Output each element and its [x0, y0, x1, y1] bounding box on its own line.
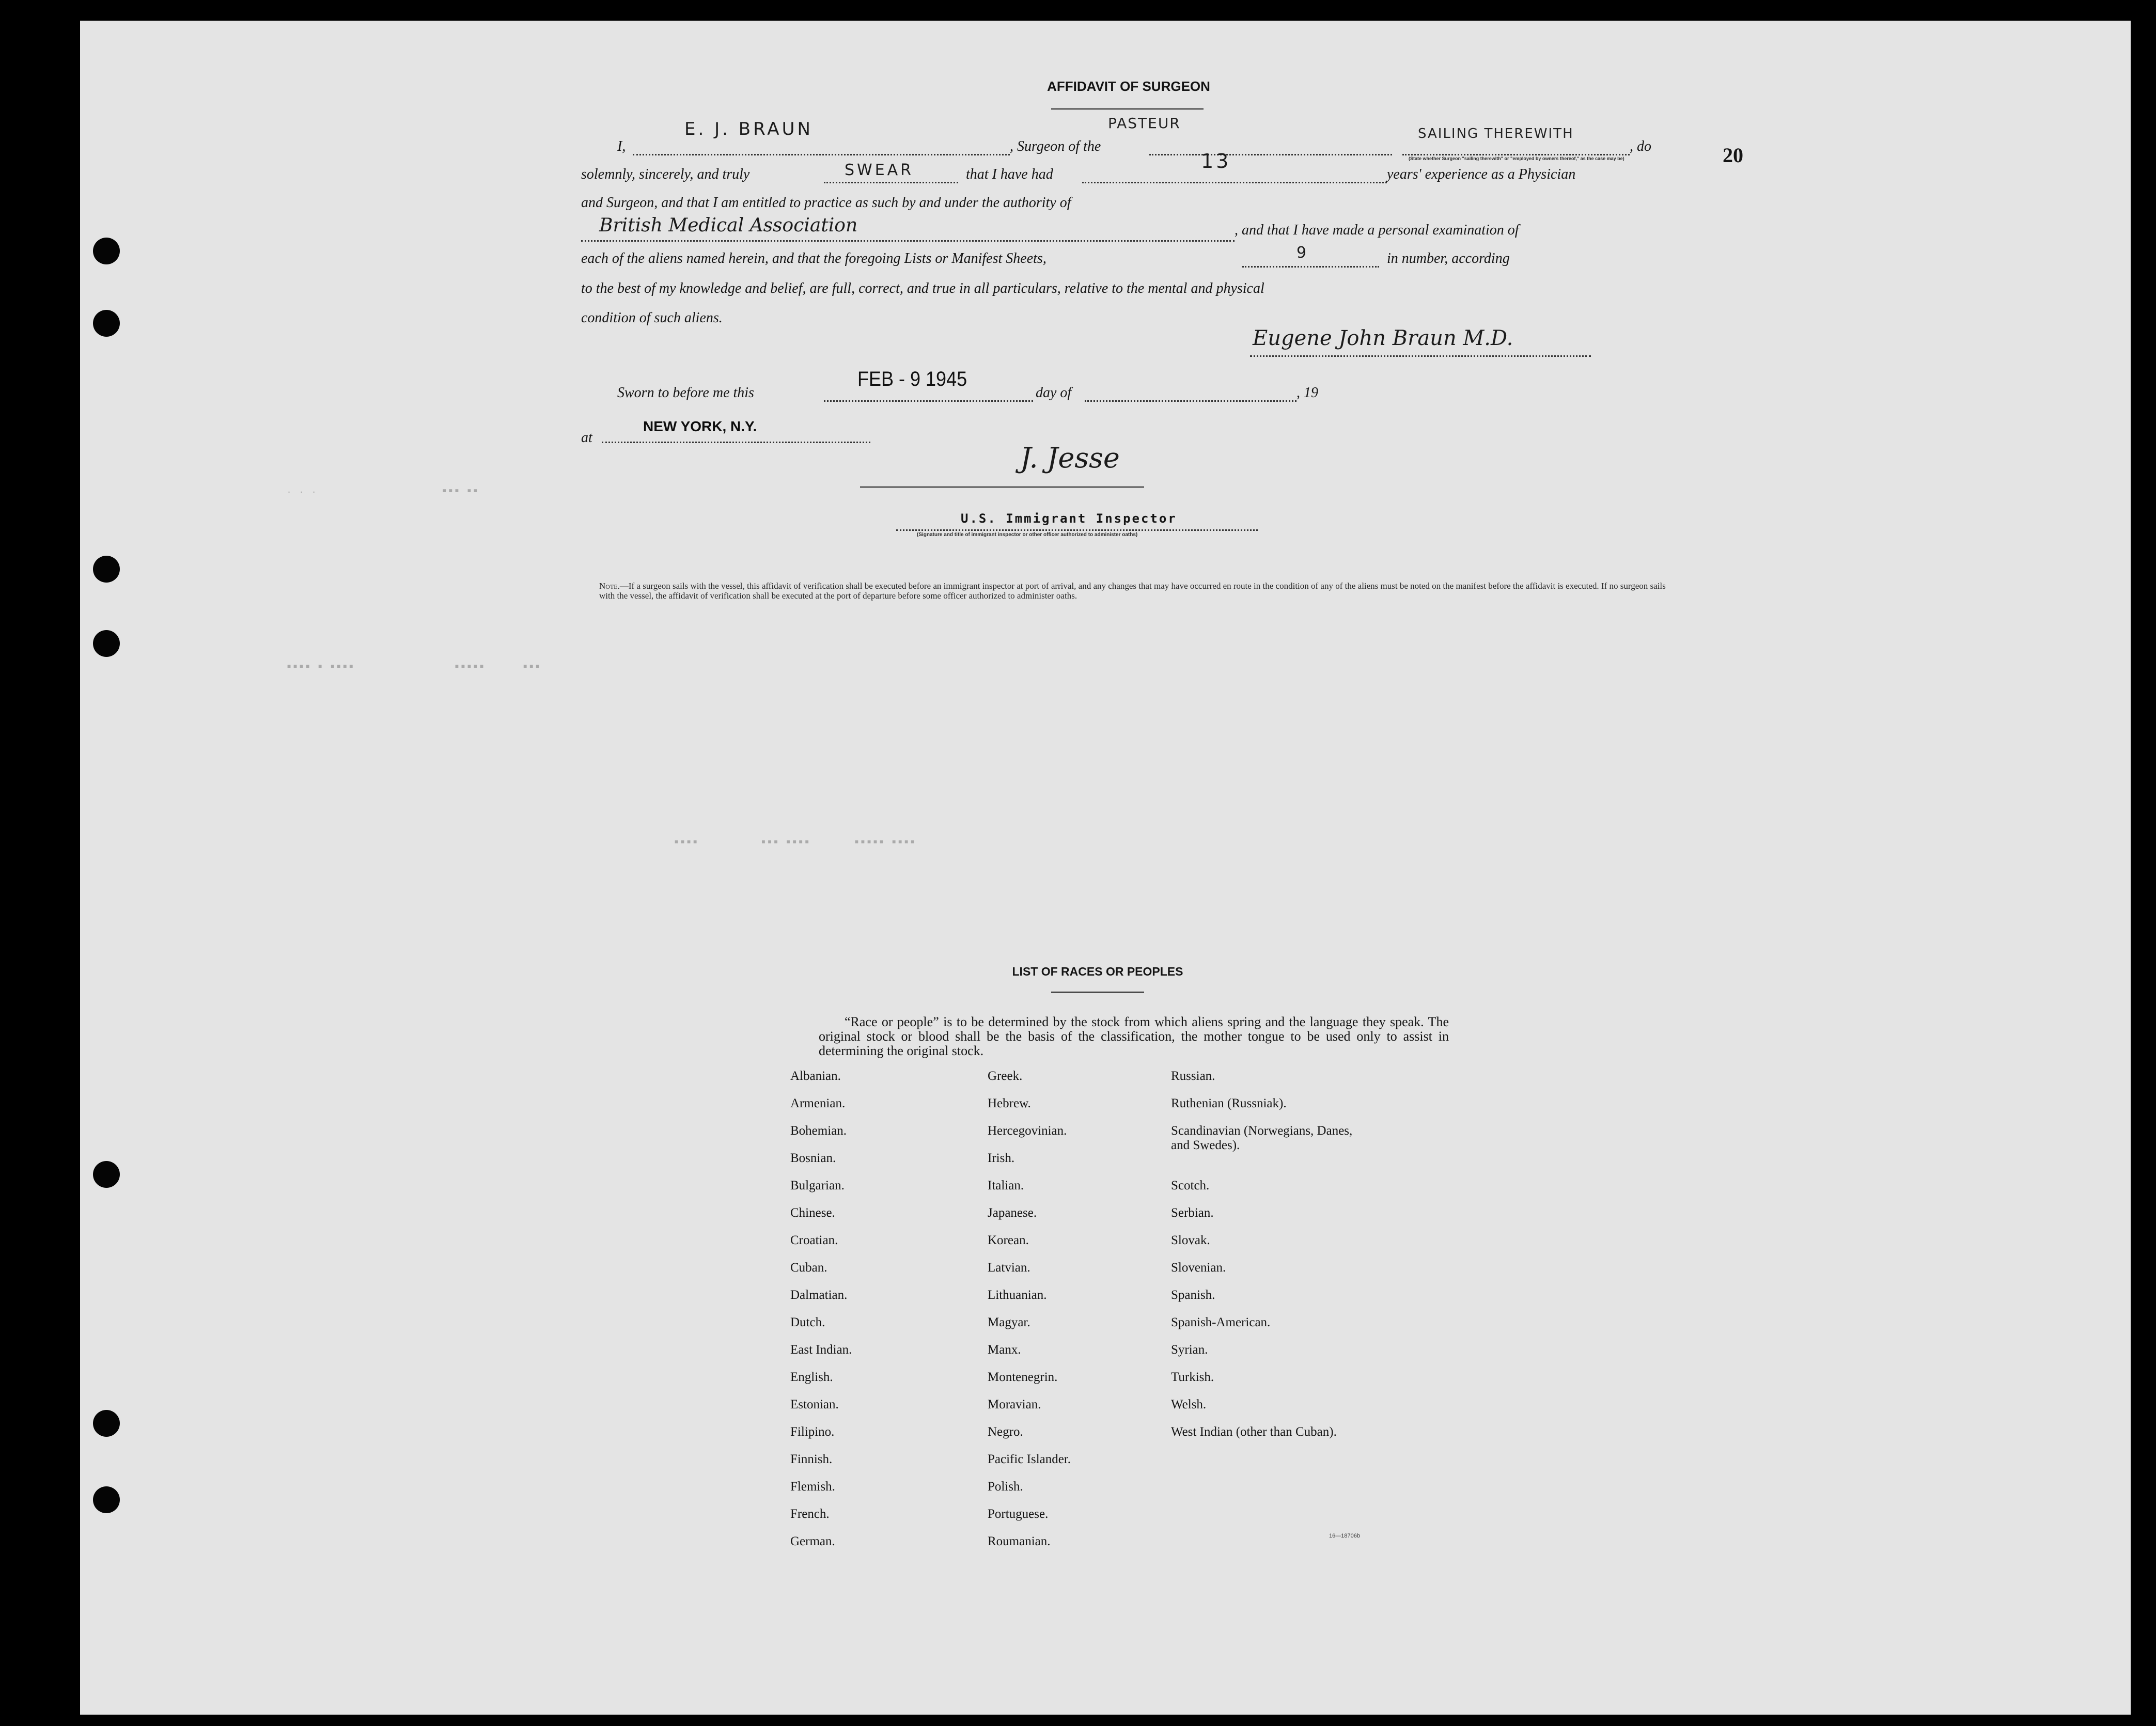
- race-list-item: Manx.: [988, 1343, 1021, 1357]
- race-list-item: Finnish.: [790, 1452, 833, 1466]
- surgeon-name: E. J. BRAUN: [684, 119, 813, 139]
- race-list-item: Turkish.: [1171, 1370, 1214, 1384]
- sworn-day-of: day of: [1036, 385, 1072, 401]
- affidavit-line6: to the best of my knowledge and belief, are full, correct, and true in all particulars, relative to the mental and physical: [581, 280, 1264, 296]
- race-list-item: Greek.: [988, 1069, 1023, 1083]
- race-list-item: Latvian.: [988, 1261, 1030, 1275]
- blank-sworn-day: [824, 400, 1033, 402]
- race-list-item: Montenegrin.: [988, 1370, 1058, 1384]
- affidavit-line1-do: , do: [1630, 138, 1651, 154]
- race-list-item: Scandinavian (Norwegians, Danes, and Swedes).: [1171, 1124, 1353, 1152]
- punch-hole: [93, 238, 120, 264]
- form-code: 16—18706b: [1329, 1533, 1360, 1539]
- races-column-2: [988, 1069, 1071, 1562]
- race-list-item: Lithuanian.: [988, 1288, 1047, 1302]
- races-column-3: [1171, 1069, 1367, 1480]
- punch-hole: [93, 556, 120, 583]
- race-list-item: Hercegovinian.: [988, 1124, 1067, 1138]
- sworn-year-prefix: , 19: [1296, 385, 1318, 401]
- race-list-item: Hebrew.: [988, 1096, 1031, 1110]
- sailing-status: SAILING THEREWITH: [1418, 126, 1574, 142]
- affidavit-line5-end: in number, according: [1387, 250, 1510, 266]
- race-list-item: Filipino.: [790, 1425, 835, 1439]
- verification-note: [599, 581, 1674, 601]
- race-list-item: Bulgarian.: [790, 1179, 845, 1192]
- race-list-item: Albanian.: [790, 1069, 841, 1083]
- race-list-item: Serbian.: [1171, 1206, 1214, 1220]
- race-list-item: Russian.: [1171, 1069, 1215, 1083]
- race-list-item: Flemish.: [790, 1480, 835, 1494]
- races-list-title: LIST OF RACES OR PEOPLES: [1012, 965, 1183, 978]
- race-list-item: Syrian.: [1171, 1343, 1208, 1357]
- race-list-item: Korean.: [988, 1233, 1029, 1247]
- inspector-title: U.S. Immigrant Inspector: [961, 511, 1177, 526]
- blank-sailing-status: [1402, 154, 1630, 155]
- race-list-item: Negro.: [988, 1425, 1023, 1439]
- sheet-count: 9: [1296, 244, 1309, 262]
- race-list-item: French.: [790, 1507, 830, 1521]
- race-list-item: Spanish-American.: [1171, 1315, 1271, 1329]
- sailing-status-caption: (State whether Surgeon "sailing therewith" or "employed by owners thereof," as the case may be): [1409, 156, 1624, 161]
- authority-name: British Medical Association: [599, 215, 858, 236]
- race-list-item: Welsh.: [1171, 1398, 1207, 1411]
- oath-word: SWEAR: [845, 161, 914, 179]
- punch-hole: [93, 630, 120, 657]
- race-list-item: Croatian.: [790, 1233, 838, 1247]
- race-list-item: West Indian (other than Cuban).: [1171, 1425, 1337, 1439]
- affidavit-line2-start: solemnly, sincerely, and truly: [581, 166, 750, 182]
- surgeon-signature: Eugene John Braun M.D.: [1253, 326, 1513, 350]
- bleed-through-marks: ▪▪▪▪ ▪▪▪ ▪▪▪▪ ▪▪▪▪▪ ▪▪▪▪: [674, 837, 917, 846]
- bleed-through-marks: . . . ▪▪▪ ▪▪: [287, 485, 479, 495]
- punch-hole: [93, 310, 120, 337]
- punch-hole: [93, 1161, 120, 1188]
- page-number: 20: [1723, 144, 1743, 167]
- race-list-item: Slovenian.: [1171, 1261, 1226, 1275]
- race-list-item: Moravian.: [988, 1398, 1041, 1411]
- race-list-item: Slovak.: [1171, 1233, 1210, 1247]
- race-list-item: Bohemian.: [790, 1124, 847, 1138]
- inspector-title-line: [896, 529, 1258, 531]
- blank-authority: [581, 240, 1235, 242]
- document-sheet: [80, 21, 2131, 1715]
- race-list-item: Bosnian.: [790, 1151, 836, 1165]
- note-lead: Note.: [599, 581, 620, 591]
- races-intro: “Race or people” is to be determined by the stock from which aliens spring and the language they speak. The original stock or blood shall be the basis of the classification, the mother tongue to be used only to assist in determining the original stock.: [819, 1014, 1449, 1058]
- affidavit-line1-I: I,: [617, 138, 626, 154]
- sworn-start: Sworn to before me this: [617, 385, 754, 401]
- punch-hole: [93, 1410, 120, 1437]
- affidavit-line3: and Surgeon, and that I am entitled to practice as such by and under the authority of: [581, 195, 1071, 211]
- blank-ship: [1149, 154, 1392, 155]
- races-title-underline: [1051, 992, 1144, 993]
- affidavit-line2-mid: that I have had: [966, 166, 1053, 182]
- race-list-item: Scotch.: [1171, 1179, 1210, 1192]
- ship-name: PASTEUR: [1108, 115, 1181, 132]
- race-list-item: Chinese.: [790, 1206, 835, 1220]
- bleed-through-marks: ▪▪▪▪ ▪ ▪▪▪▪ ▪▪▪▪▪ ▪▪▪: [287, 661, 542, 670]
- race-list-item: Irish.: [988, 1151, 1015, 1165]
- race-list-item: Dutch.: [790, 1315, 825, 1329]
- race-list-item: Roumanian.: [988, 1534, 1051, 1548]
- affidavit-line1-surgeon-of: , Surgeon of the: [1010, 138, 1101, 154]
- note-text: —If a surgeon sails with the vessel, this affidavit of verification shall be executed before an immigrant inspector at port of arrival, and any changes that may have occurred en route in the condition of any of the aliens must be noted on the manifest before the affidavit is executed. If no surgeon sails with the vessel, the affidavit of verification shall be executed at the port of departure before some officer authorized to administer oaths.: [599, 581, 1666, 601]
- race-list-item: Magyar.: [988, 1315, 1030, 1329]
- affidavit-line5-start: each of the aliens named herein, and that the foregoing Lists or Manifest Sheets,: [581, 250, 1046, 266]
- race-list-item: Italian.: [988, 1179, 1024, 1192]
- signature-line: [1250, 355, 1591, 357]
- affidavit-line2-end: years' experience as a Physician: [1387, 166, 1576, 182]
- years-experience: 13: [1201, 150, 1231, 172]
- affidavit-title: AFFIDAVIT OF SURGEON: [1047, 79, 1210, 94]
- race-list-item: English.: [790, 1370, 833, 1384]
- punch-hole: [93, 1486, 120, 1513]
- race-list-item: Estonian.: [790, 1398, 839, 1411]
- blank-sworn-month: [1085, 400, 1296, 402]
- race-list-item: Portuguese.: [988, 1507, 1049, 1521]
- title-underline: [1051, 108, 1204, 109]
- races-column-1: [790, 1069, 852, 1562]
- race-list-item: Japanese.: [988, 1206, 1037, 1220]
- race-list-item: Pacific Islander.: [988, 1452, 1071, 1466]
- affidavit-line7: condition of such aliens.: [581, 310, 723, 326]
- race-list-item: Ruthenian (Russniak).: [1171, 1096, 1287, 1110]
- inspector-signature: J. Jesse: [1020, 442, 1120, 474]
- inspector-caption: (Signature and title of immigrant inspector or other officer authorized to administer oaths): [917, 532, 1138, 538]
- race-list-item: Cuban.: [790, 1261, 827, 1275]
- blank-sheets: [1242, 266, 1379, 268]
- blank-years: [1082, 182, 1387, 183]
- blank-oath: [824, 182, 958, 183]
- race-list-item: East Indian.: [790, 1343, 852, 1357]
- date-stamp: FEB - 9 1945: [857, 368, 967, 390]
- blank-place: [602, 442, 870, 443]
- at-label: at: [581, 430, 592, 446]
- race-list-item: Dalmatian.: [790, 1288, 848, 1302]
- race-list-item: Spanish.: [1171, 1288, 1215, 1302]
- affidavit-line4-end: , and that I have made a personal examination of: [1235, 222, 1519, 238]
- race-list-item: Armenian.: [790, 1096, 846, 1110]
- place-stamp: NEW YORK, N.Y.: [643, 418, 757, 434]
- race-list-item: German.: [790, 1534, 835, 1548]
- race-list-item: Polish.: [988, 1480, 1023, 1494]
- blank-surgeon-name: [633, 154, 1010, 155]
- inspector-signature-line: [860, 487, 1144, 488]
